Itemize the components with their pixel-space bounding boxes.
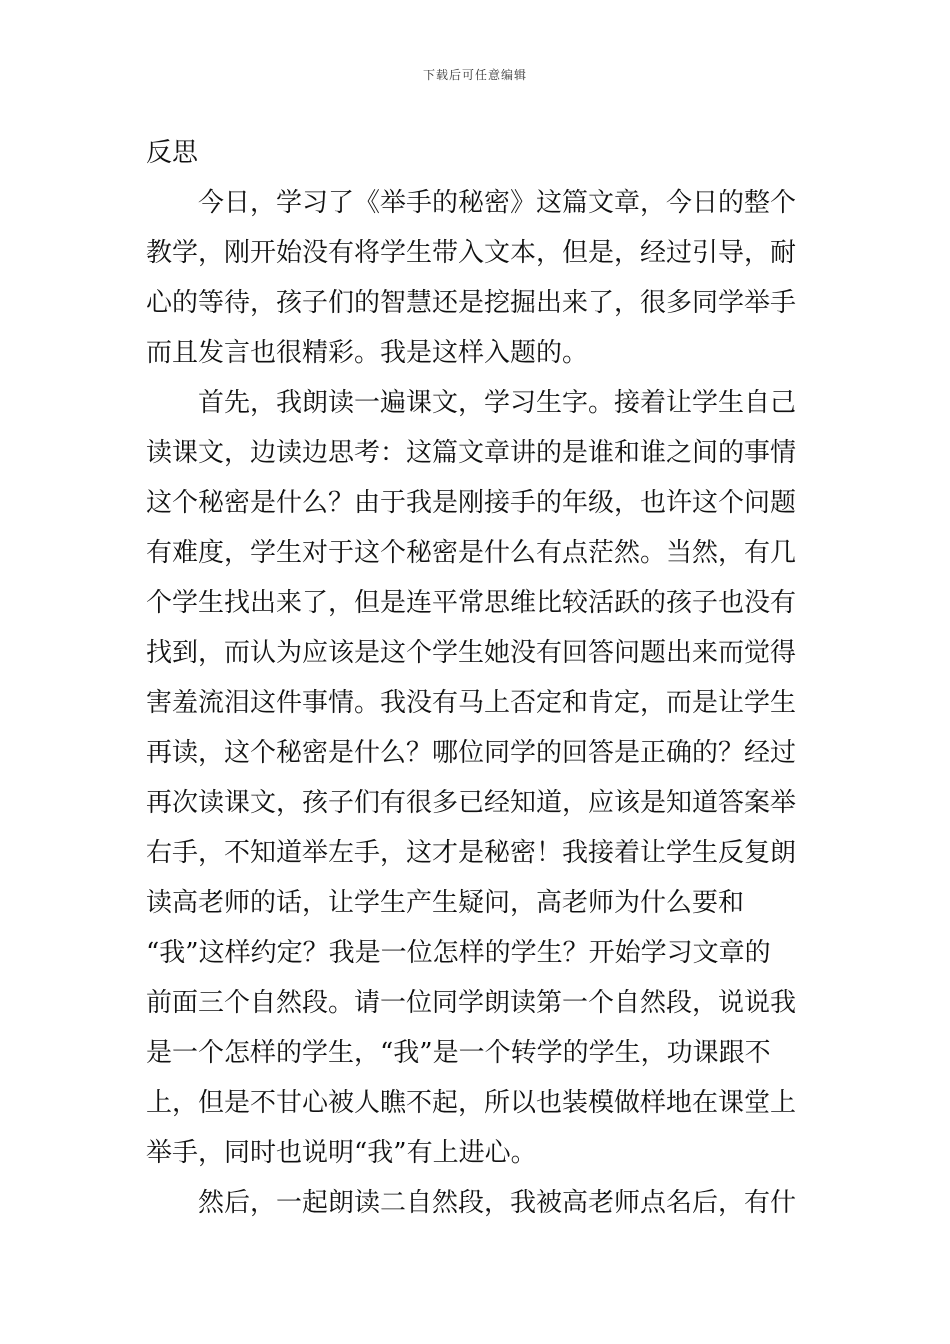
paragraph xyxy=(146,178,806,378)
paragraph-line: 首先，我朗读一遍课文，学习生字。接着让学生自己 xyxy=(198,388,797,418)
paragraph xyxy=(146,378,806,1178)
paragraph-list xyxy=(146,178,806,1228)
paragraph-line: 前面三个自然段。请一位同学朗读第一个自然段，说说我 xyxy=(146,988,797,1018)
paragraph-line: 心的等待，孩子们的智慧还是挖掘出来了，很多同学举手 xyxy=(146,288,797,318)
paragraph-line: “我”这样约定？我是一位怎样的学生？开始学习文章的 xyxy=(146,938,771,968)
paragraph-line: 有难度，学生对于这个秘密是什么有点茫然。当然，有几 xyxy=(146,538,797,568)
paragraph-line: 再读，这个秘密是什么？哪位同学的回答是正确的？经过 xyxy=(146,738,797,768)
paragraph-line: 这个秘密是什么？由于我是刚接手的年级，也许这个问题 xyxy=(146,488,797,518)
paragraph-line: 而且发言也很精彩。我是这样入题的。 xyxy=(146,338,589,368)
paragraph-line: 是一个怎样的学生，“我”是一个转学的学生，功课跟不 xyxy=(146,1038,771,1068)
header-note: 下载后可任意编辑 xyxy=(422,68,527,82)
paragraph-line: 上，但是不甘心被人瞧不起，所以也装模做样地在课堂上 xyxy=(146,1088,797,1118)
paragraph-line: 再次读课文，孩子们有很多已经知道，应该是知道答案举 xyxy=(146,788,797,818)
paragraph-line: 今日，学习了《举手的秘密》这篇文章，今日的整个 xyxy=(198,188,797,218)
paragraph-line: 读课文，边读边思考：这篇文章讲的是谁和谁之间的事情 xyxy=(146,438,797,468)
paragraph-line: 然后，一起朗读二自然段，我被高老师点名后，有什 xyxy=(198,1188,797,1218)
paragraph-line: 右手，不知道举左手，这才是秘密！我接着让学生反复朗 xyxy=(146,838,797,868)
paragraph-line: 找到，而认为应该是这个学生她没有回答问题出来而觉得 xyxy=(146,638,797,668)
paragraph-line: 教学，刚开始没有将学生带入文本，但是，经过引导，耐 xyxy=(146,238,797,268)
paragraph xyxy=(146,1178,806,1228)
paragraph-line: 害羞流泪这件事情。我没有马上否定和肯定，而是让学生 xyxy=(146,688,797,718)
paragraph-line: 个学生找出来了，但是连平常思维比较活跃的孩子也没有 xyxy=(146,588,797,618)
paragraph-line: 读高老师的话，让学生产生疑问，高老师为什么要和 xyxy=(146,888,745,918)
document-title: 反思 xyxy=(146,138,199,168)
paragraph-line: 举手，同时也说明“我”有上进心。 xyxy=(146,1138,537,1168)
document-body xyxy=(146,128,806,1228)
